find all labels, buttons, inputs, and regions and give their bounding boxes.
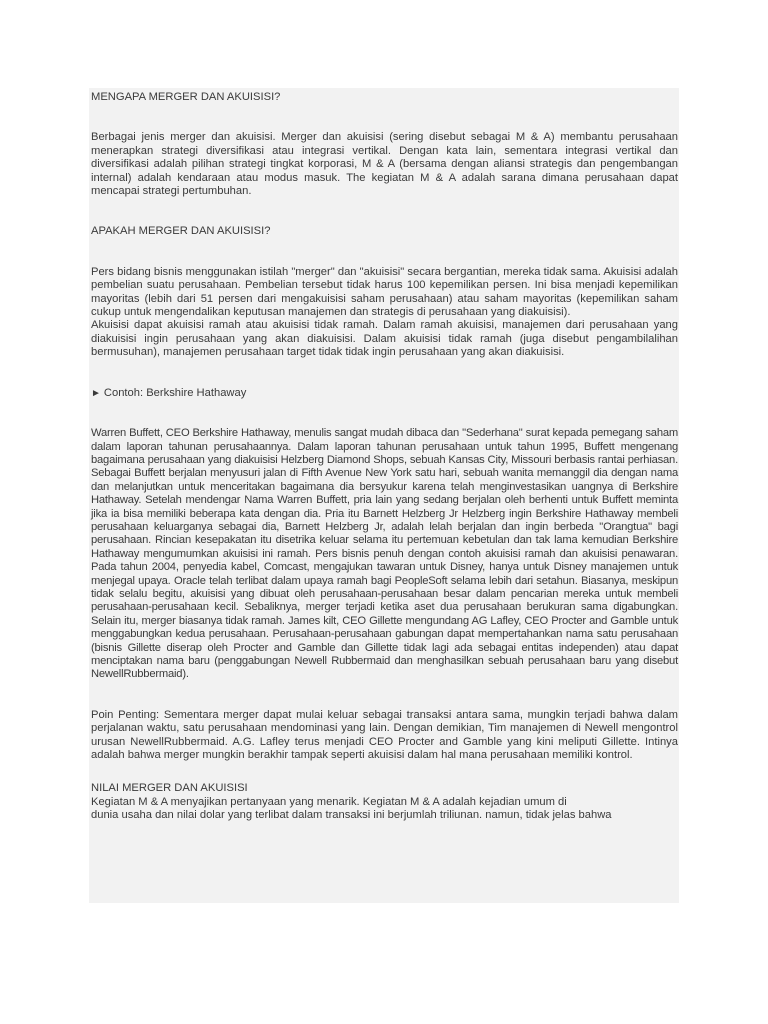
- paragraph-intro: Berbagai jenis merger dan akuisisi. Merger dan akuisisi (sering disebut sebagai M & A) membantu perusahaan menerapkan strategi diversifikasi atau integrasi vertikal. Dengan kata lain, sementara integrasi vertikal dan diversifikasi adalah pilihan strategi tingkat korporasi, M & A (bersama dengan aliansi strategis dan pengembangan internal) adalah kendaraan atau modus masuk. The kegiatan M & A adalah sarana dimana perusahaan dapat mencapai strategi pertumbuhan.: [91, 131, 678, 198]
- spacer: [91, 104, 678, 131]
- paragraph-definition: Pers bidang bisnis menggunakan istilah "merger" dan "akuisisi" secara bergantian, mereka tidak sama. Akuisisi adalah pembelian suatu perusahaan. Pembelian tersebut tidak harus 100 kepemilikan persen. Ini bisa menjadi kepemilikan mayoritas (lebih dari 51 persen dari mengakuisisi saham perusahaan) atau saham mayoritas (kepemilikan saham cukup untuk mengendalikan keputusan manajemen dan strategis di perusahaan yang diakuisisi).: [91, 265, 678, 319]
- section-heading-what: APAKAH MERGER DAN AKUISISI?: [91, 225, 271, 238]
- paragraph-friendly-hostile: Akuisisi dapat akuisisi ramah atau akuisisi tidak ramah. Dalam ramah akuisisi, manajemen dari perusahaan yang diakuisisi ingin perusahaan yang akan diakuisisi. Dalam akuisisi tidak ramah (juga disebut pengambilalihan bermusuhan), manajemen perusahaan target tidak tidak ingin perusahaan yang akan diakuisisi.: [91, 319, 678, 359]
- document-page: [89, 88, 679, 903]
- example-heading: [91, 387, 678, 400]
- paragraph-value-line-2: dunia usaha dan nilai dolar yang terlibat dalam transaksi ini berjumlah triliunan. namun, tidak jelas bahwa: [91, 809, 612, 822]
- spacer: [91, 682, 678, 709]
- section-heading-why: MENGAPA MERGER DAN AKUISISI?: [91, 91, 281, 103]
- paragraph-berkshire-example: Warren Buffett, CEO Berkshire Hathaway, menulis sangat mudah dibaca dan "Sederhana" surat kepada pemegang saham dalam laporan tahunan perusahaannya. Dalam laporan tahunan perusahaan untuk tahun 1995, Buffett mengenang bagaimana perusahaan yang diakuisisi Helzberg Diamond Shops, sebuah Kansas City, Missouri berbasis rantai perhiasan. Sebagai Buffett berjalan menyusuri jalan di Fifth Avenue New York satu hari, sebuah wanita memanggil dia dengan nama dan melanjutkan untuk menceritakan bagaimana dia bersyukur karena telah menginvestasikan uangnya di Berkshire Hathaway. Setelah mendengar Nama Warren Buffett, pria lain yang sedang berjalan oleh berhenti untuk Buffett meminta jika ia bisa memiliki beberapa kata dengan dia. Pria itu Barnett Helzberg Jr Helzberg ingin Berkshire Hathaway membeli perusahaan keluarganya sebagai dia, Barnett Helzberg Jr, adalah lelah berjalan dan ingin berbeda "Orangtua" bagi perusahaan. Rincian kesepakatan itu disetrika keluar selama itu pertemuan kebetulan dan tak lama kemudian Berkshire Hathaway mengumumkan akuisisi ini ramah. Pers bisnis penuh dengan contoh akuisisi ramah dan akuisisi penawaran. Pada tahun 2004, penyedia kabel, Comcast, mengajukan tawaran untuk Disney, hanya untuk Disney manajemen untuk menjegal upaya. Oracle telah terlibat dalam upaya ramah bagi PeopleSoft selama lebih dari setahun. Biasanya, meskipun tidak selalu begitu, akuisisi yang dibuat oleh perusahaan-perusahaan besar dalam pencarian mereka untuk membeli perusahaan-perusahaan kecil. Sebaliknya, merger terjadi ketika aset dua perusahaan berukuran sama digabungkan. Selain itu, merger biasanya tidak ramah. James kilt, CEO Gillette mengundang AG Lafley, CEO Procter and Gamble untuk menggabungkan kedua perusahaan. Perusahaan-perusahaan gabungan dapat mempertahankan nama satu perusahaan (bisnis Gillette diserap oleh Procter and Gamble dan Gillette tidak lagi ada sebagai entitas independen) atau dapat menciptakan nama baru (penggabungan Newell Rubbermaid dan menghasilkan sebuah perusahaan baru yang disebut NewellRubbermaid).: [91, 427, 678, 681]
- document-body: [89, 88, 679, 823]
- paragraph-key-point: Poin Penting: Sementara merger dapat mulai keluar sebagai transaksi antara sama, mungkin terjadi bahwa dalam perjalanan waktu, satu perusahaan mendominasi yang lain. Dengan demikian, Tim manajemen di Newell mengontrol urusan NewellRubbermaid. A.G. Lafley terus menjadi CEO Procter and Gamble yang kini meliputi Gillette. Intinya adalah bahwa merger mungkin berakhir tampak seperti akuisisi dalam hal mana perusahaan memiliki kontrol.: [91, 708, 678, 762]
- paragraph-value-line-1: Kegiatan M & A menyajikan pertanyaan yang menarik. Kegiatan M & A adalah kejadian umum di: [91, 795, 567, 808]
- example-label: Contoh: Berkshire Hathaway: [103, 386, 247, 399]
- spacer: [91, 360, 678, 387]
- spacer: [91, 400, 678, 427]
- spacer: [91, 762, 678, 782]
- spacer: [91, 198, 678, 225]
- triangle-right-icon: ►: [91, 387, 101, 399]
- spacer: [91, 239, 678, 266]
- section-heading-value: NILAI MERGER DAN AKUISISI: [91, 782, 248, 795]
